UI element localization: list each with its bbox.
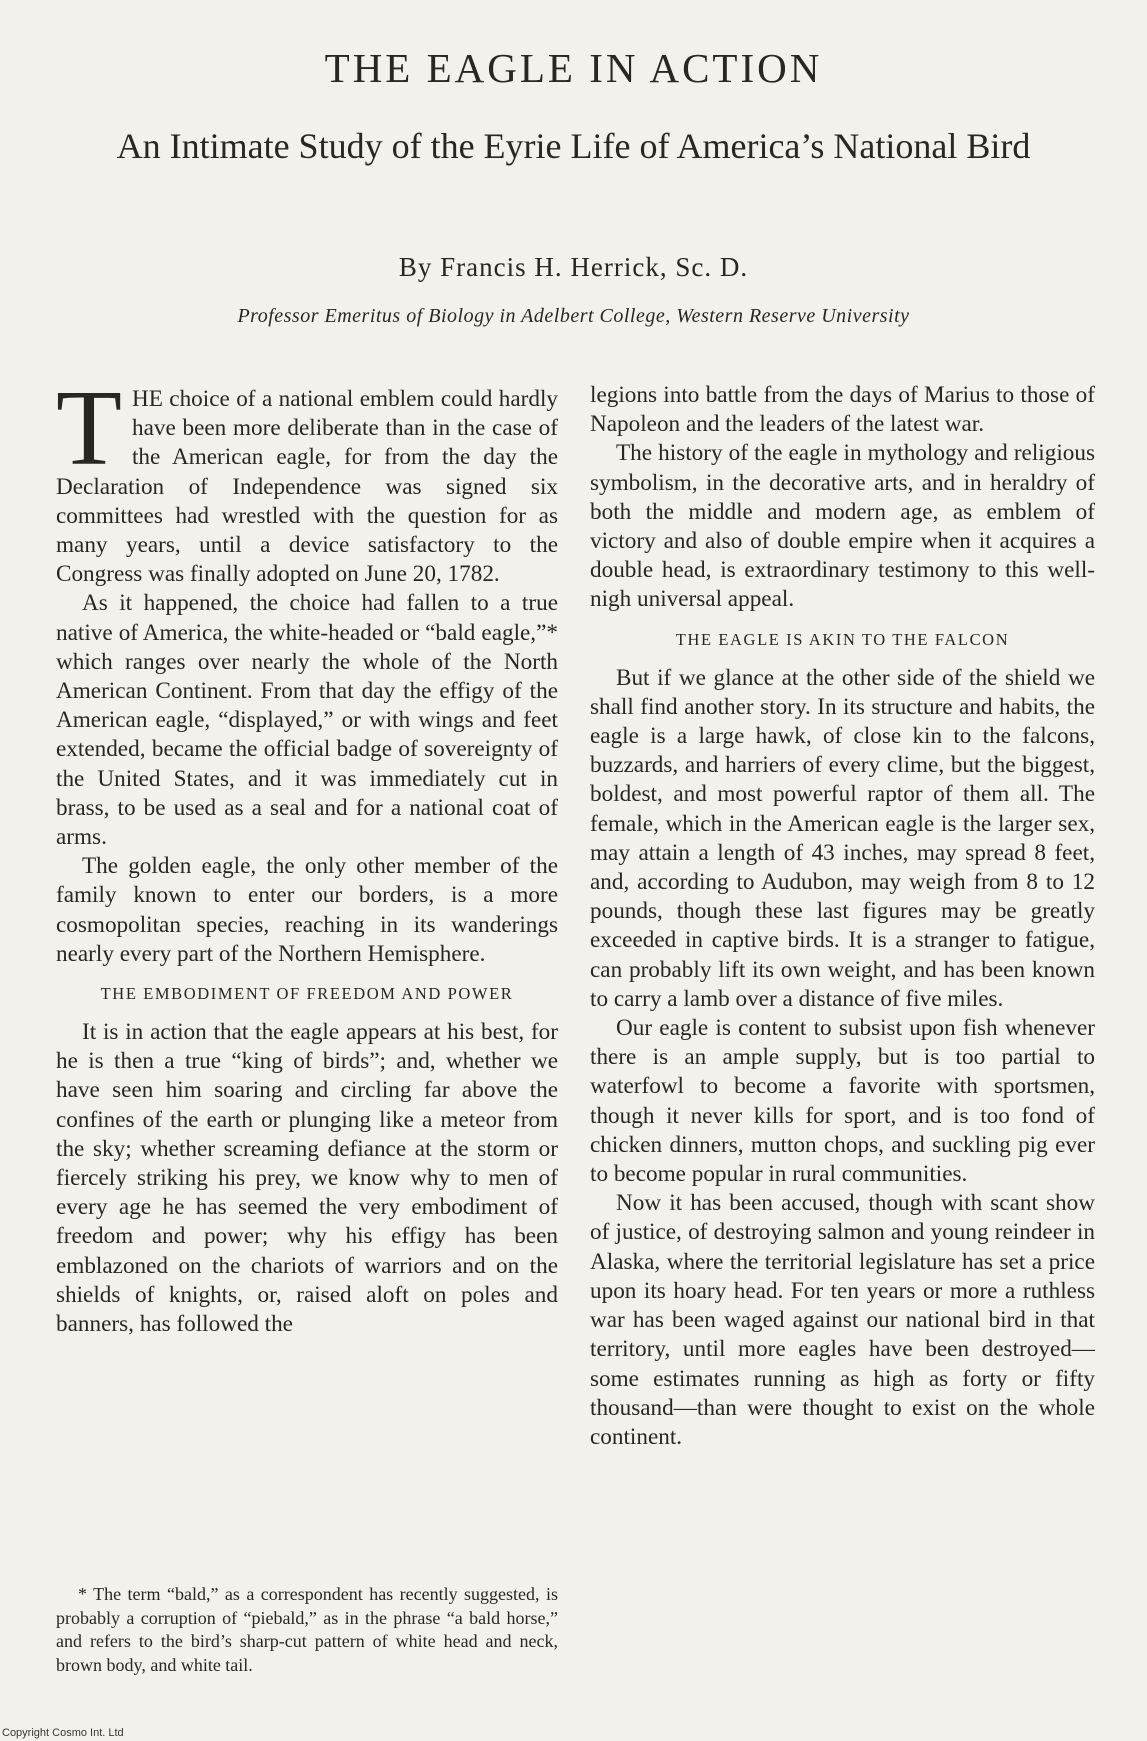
paragraph	[56, 369, 558, 589]
paragraph: As it happened, the choice had fallen to a true native of America, the white-headed or “bald eagle,”* which ranges over nearly the whole of the North American Continent. From that day the effigy of the American eagle, “displayed,” or with wings and feet extended, became the official badge of sovereignty of the United States, and it was immediately cut in brass, to be used as a seal and for a national coat of arms.	[56, 590, 558, 851]
article-subtitle: An Intimate Study of the Eyrie Life of America’s National Bird	[116, 126, 1031, 166]
paragraph: The golden eagle, the only other member of the family known to enter our borders, is a more cosmopolitan species, reaching in its wanderings nearly every part of the Northern Hemisphere.	[56, 853, 558, 967]
paragraph: Now it has been accused, though with scant show of justice, of destroying salmon and young reindeer in Alaska, where the territorial legislature has set a price upon its hoary head. For ten years or more a ruthless war has been waged against our national bird in that territory, until more eagles have been destroyed—some estimates running as high as forty or fifty thousand—than were thought to exist on the whole continent.	[590, 1190, 1095, 1450]
paragraph: legions into battle from the days of Marius to those of Napoleon and the leaders of the latest war.	[590, 382, 1095, 438]
drop-cap: T	[56, 369, 122, 488]
footnote: * The term “bald,” as a correspondent has recently suggested, is probably a corruption of “piebald,” as in the phrase “a bald horse,” and refers to the bird’s sharp-cut pattern of white head and neck, brown body, and white tail.	[56, 1584, 558, 1675]
paragraph: The history of the eagle in mythology and religious symbolism, in the decorative arts, and in heraldry of both the middle and modern age, as emblem of victory and also of double empire when it acquires a double head, is extraordinary testimony to this well-nigh universal appeal.	[590, 440, 1095, 613]
author-byline: By Francis H. Herrick, Sc. D.	[398, 252, 749, 282]
paragraph-text: HE choice of a national emblem could hardly have been more deliberate than in the case of the American eagle, for from the day the Declaration of Independence was signed six committees had wrestled with the question for as many years, until a device satisfactory to the Congress was finally adopted on June 20, 1782.	[56, 386, 558, 588]
right-column	[590, 381, 1095, 1452]
section-heading: THE EAGLE IS AKIN TO THE FALCON	[675, 629, 1010, 649]
section-heading: THE EMBODIMENT OF FREEDOM AND POWER	[100, 984, 514, 1004]
article-title: THE EAGLE IN ACTION	[324, 45, 823, 91]
copyright-notice: Copyright Cosmo Int. Ltd	[2, 1727, 124, 1739]
paragraph: It is in action that the eagle appears at his best, for he is then a true “king of birds”; and, whether we have seen him soaring and circling far above the confines of the earth or plunging like a meteor from the sky; whether screaming defiance at the storm or fiercely striking his prey, we know why to men of every age he has seemed the very embodiment of freedom and power; why his effigy has been emblazoned on the chariots of warriors and on the shields of knights, or, raised aloft on poles and banners, has followed the	[56, 1019, 558, 1338]
author-affiliation: Professor Emeritus of Biology in Adelbert College, Western Reserve University	[237, 305, 910, 327]
paragraph: Our eagle is content to subsist upon fish whenever there is an ample supply, but is too partial to waterfowl to become a favorite with sportsmen, though it never kills for sport, and is too fond of chicken dinners, mutton chops, and suckling pig ever to become popular in rural communities.	[590, 1015, 1095, 1188]
left-column	[56, 369, 558, 1339]
paragraph: But if we glance at the other side of the shield we shall find another story. In its structure and habits, the eagle is a large hawk, of close kin to the falcons, buzzards, and harriers of every clime, but the biggest, boldest, and most powerful raptor of them all. The female, which in the American eagle is the larger sex, may attain a length of 43 inches, may spread 8 feet, and, according to Audubon, may weigh from 8 to 12 pounds, though these last figures may be greatly exceeded in captive birds. It is a stranger to fatigue, can probably lift its own weight, and has been known to carry a lamb over a distance of five miles.	[590, 664, 1095, 1012]
